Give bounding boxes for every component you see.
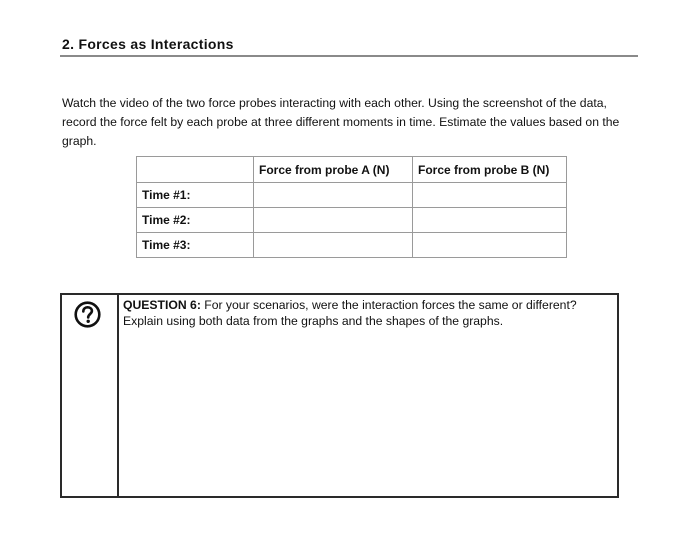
header-probe-b: Force from probe B (N) — [413, 157, 567, 183]
section-header — [60, 36, 638, 57]
header-probe-a: Force from probe A (N) — [254, 157, 413, 183]
table-header-row — [137, 157, 567, 183]
cell-time-1-probe-a[interactable] — [254, 183, 413, 208]
question-icon-cell — [62, 295, 119, 496]
question-text — [123, 297, 613, 329]
header-empty — [137, 157, 254, 183]
cell-time-3-probe-a[interactable] — [254, 233, 413, 258]
instructions-text: Watch the video of the two force probes interacting with each other. Using the screenshot of the data, record the force felt by each probe at three different moments in time. Estimate the values based on the graph. — [62, 96, 620, 148]
cell-time-3-probe-b[interactable] — [413, 233, 567, 258]
question-box — [60, 293, 619, 498]
cell-time-2-probe-a[interactable] — [254, 208, 413, 233]
force-data-table — [136, 156, 567, 258]
question-body: For your scenarios, were the interaction forces the same or different? Explain using both data from the graphs and the shapes of the graphs. — [123, 298, 577, 328]
row-label-time-1: Time #1: — [137, 183, 254, 208]
table-row — [137, 208, 567, 233]
cell-time-2-probe-b[interactable] — [413, 208, 567, 233]
question-circle-icon — [74, 301, 101, 328]
table-row — [137, 233, 567, 258]
row-label-time-2: Time #2: — [137, 208, 254, 233]
question-label: QUESTION 6: — [123, 298, 201, 312]
table-row — [137, 183, 567, 208]
section-title: 2. Forces as Interactions — [62, 36, 234, 52]
row-label-time-3: Time #3: — [137, 233, 254, 258]
cell-time-1-probe-b[interactable] — [413, 183, 567, 208]
